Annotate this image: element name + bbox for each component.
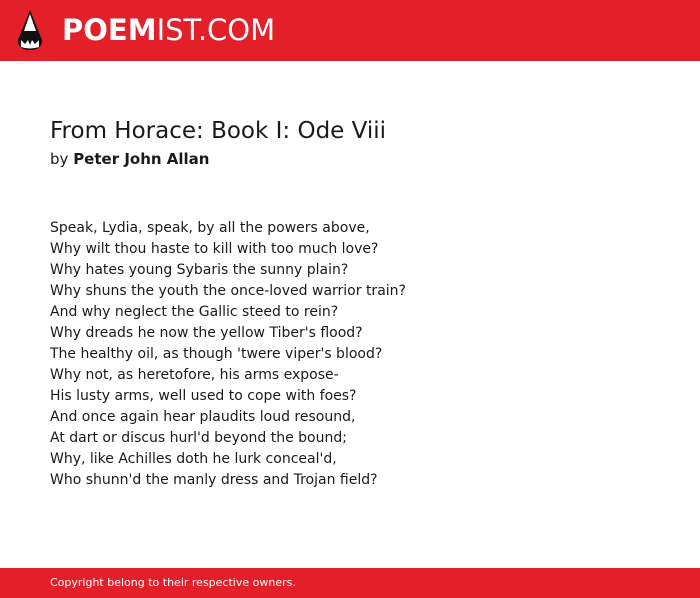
- poem-title: From Horace: Book I: Ode Viii: [50, 118, 387, 144]
- poem-line: Speak, Lydia, speak, by all the powers above,: [50, 220, 370, 236]
- site-footer: [0, 568, 700, 598]
- poem-line: Why, like Achilles doth he lurk conceal'd,: [50, 451, 337, 467]
- pen-nib-icon[interactable]: [17, 9, 43, 51]
- site-logo[interactable]: [62, 13, 275, 47]
- byline: [50, 149, 209, 169]
- poem-line: Why shuns the youth the once-loved warrior train?: [50, 283, 406, 299]
- site-header: [0, 0, 700, 61]
- poem-line: Why not, as heretofore, his arms expose-: [50, 367, 339, 383]
- poem-line: Who shunn'd the manly dress and Trojan field?: [50, 472, 378, 488]
- copyright-text: Copyright belong to their respective owners.: [50, 576, 296, 589]
- logo-bold-text: POEM: [62, 13, 157, 47]
- poem-line: At dart or discus hurl'd beyond the bound;: [50, 430, 347, 446]
- poem-line: And once again hear plaudits loud resound,: [50, 409, 356, 425]
- poem-line: Why hates young Sybaris the sunny plain?: [50, 262, 349, 278]
- poem-line: The healthy oil, as though 'twere viper's blood?: [50, 346, 383, 362]
- poem-body: [50, 218, 406, 491]
- poem-line: And why neglect the Gallic steed to rein?: [50, 304, 339, 320]
- by-label: by: [50, 150, 69, 168]
- author-name[interactable]: Peter John Allan: [73, 150, 210, 168]
- poem-line: Why dreads he now the yellow Tiber's flood?: [50, 325, 363, 341]
- poem-line: Why wilt thou haste to kill with too much love?: [50, 241, 379, 257]
- poem-line: His lusty arms, well used to cope with foes?: [50, 388, 357, 404]
- logo-light-text: IST.COM: [156, 13, 276, 47]
